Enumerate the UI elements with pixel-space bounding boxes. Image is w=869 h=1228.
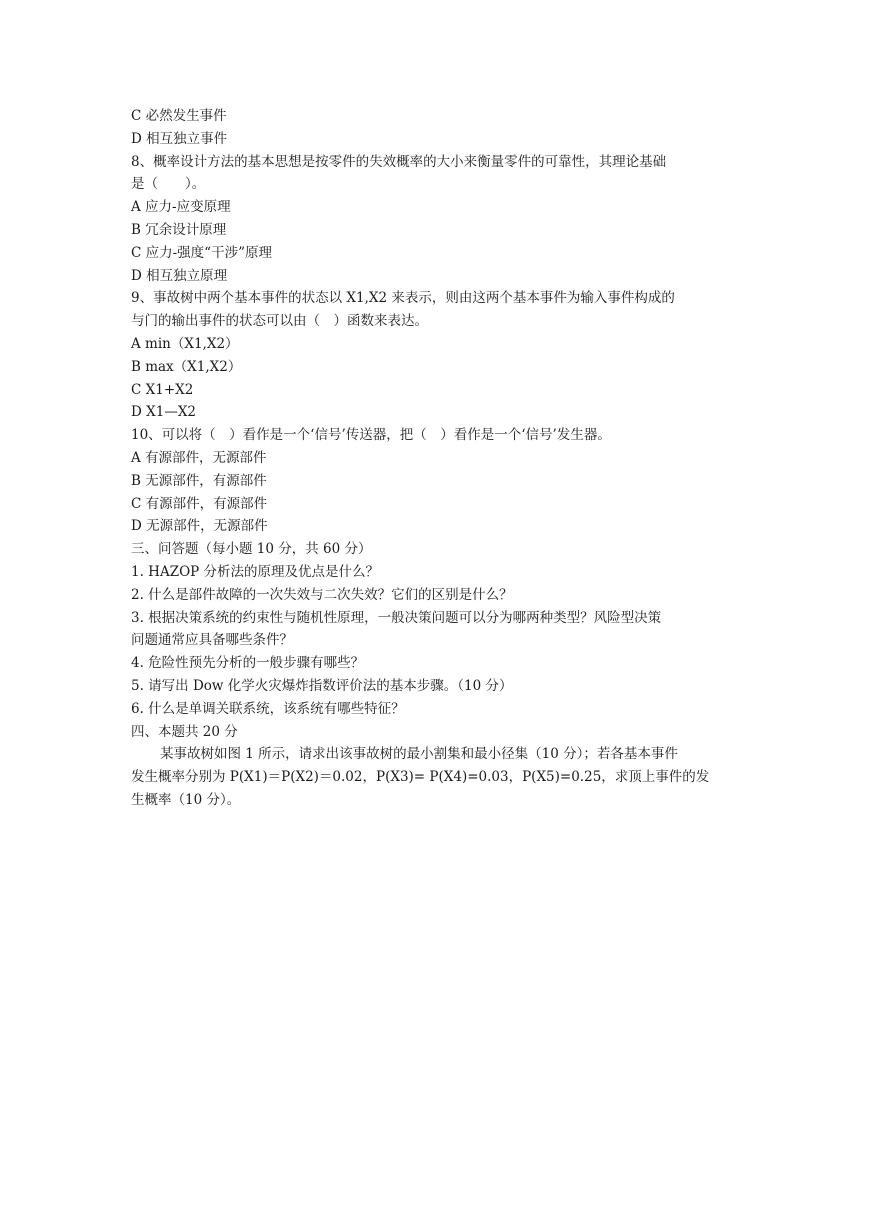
question-10: 10、可以将（ ）看作是一个‘信号’传送器，把（ ）看作是一个‘信号’发生器。 (131, 427, 611, 444)
option-c-q9: C X1+X2 (131, 381, 194, 398)
section-3-heading: 三、问答题（每小题 10 分，共 60 分） (131, 541, 372, 558)
question-9-line-1: 9、事故树中两个基本事件的状态以 X1,X2 来表示，则由这两个基本事件为输入事件构成的 (131, 290, 675, 307)
option-a-q9: A min（X1,X2） (131, 335, 239, 352)
question-8-line-2: 是（ ）。 (131, 176, 206, 193)
option-c-q8: C 应力-强度“干涉”原理 (131, 244, 272, 261)
short-answer-6: 6. 什么是单调关联系统，该系统有哪些特征？ (131, 700, 405, 717)
option-d-q10: D 无源部件，无源部件 (131, 518, 268, 535)
document-page (131, 105, 741, 812)
section-4-paragraph-line-1: 某事故树如图 1 所示，请求出该事故树的最小割集和最小径集（10 分）；若各基本事件 (160, 746, 678, 763)
option-a-q8: A 应力-应变原理 (131, 199, 231, 216)
option-c-q10: C 有源部件，有源部件 (131, 495, 268, 512)
option-b-q8: B 冗余设计原理 (131, 221, 227, 238)
short-answer-2: 2. 什么是部件故障的一次失效与二次失效？它们的区别是什么？ (131, 586, 513, 603)
option-a-q10: A 有源部件，无源部件 (131, 449, 267, 466)
short-answer-4: 4. 危险性预先分析的一般步骤有哪些？ (131, 655, 365, 672)
option-d-q9: D X1—X2 (131, 404, 197, 421)
option-d-q8: D 相互独立原理 (131, 267, 228, 284)
option-c-q7: C 必然发生事件 (131, 108, 227, 124)
short-answer-5: 5. 请写出 Dow 化学火灾爆炸指数评价法的基本步骤。（10 分） (131, 677, 513, 694)
section-4-paragraph-line-2: 发生概率分别为 P(X1)＝P(X2)＝0.02，P(X3)= P(X4)=0.03，P(X5)=0.25，求顶上事件的发 (131, 769, 710, 786)
short-answer-1: 1. HAZOP 分析法的原理及优点是什么？ (131, 563, 380, 580)
short-answer-3-line-1: 3. 根据决策系统的约束性与随机性原理，一般决策问题可以分为哪两种类型？风险型决策 (131, 609, 662, 626)
section-4-paragraph-line-3: 生概率（10 分）。 (131, 791, 241, 808)
option-d-q7: D 相互独立事件 (131, 130, 228, 147)
section-4-heading: 四、本题共 20 分 (131, 723, 238, 740)
option-b-q9: B max（X1,X2） (131, 358, 242, 375)
option-b-q10: B 无源部件，有源部件 (131, 472, 267, 489)
short-answer-3-line-2: 问题通常应具备哪些条件？ (131, 632, 293, 649)
question-9-line-2: 与门的输出事件的状态可以由（ ）函数来表达。 (131, 313, 428, 330)
question-8-line-1: 8、概率设计方法的基本思想是按零件的失效概率的大小来衡量零件的可靠性，其理论基础 (131, 153, 667, 170)
